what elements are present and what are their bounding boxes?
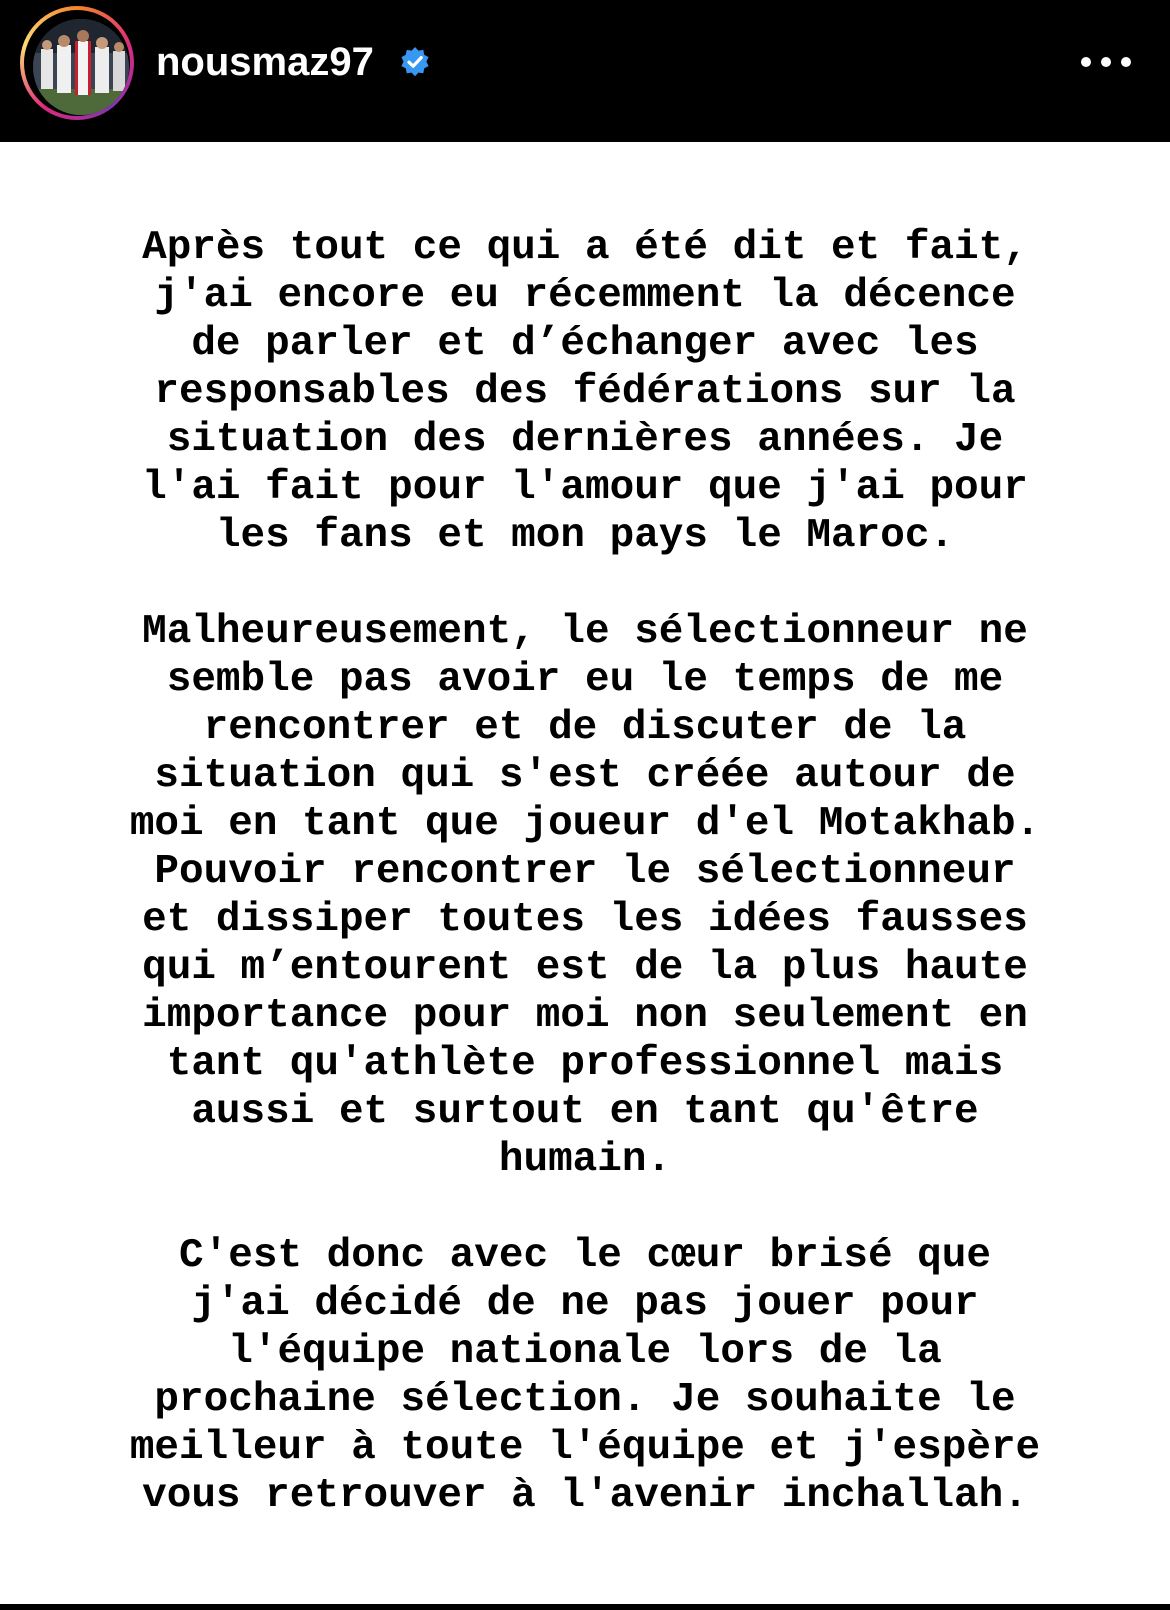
profile-photo-icon	[33, 19, 129, 115]
statement-paragraph	[40, 608, 1130, 1184]
avatar-story-ring[interactable]	[20, 6, 134, 120]
statement-line: Pouvoir rencontrer le sélectionneur	[154, 849, 1016, 895]
statement-line: importance pour moi non seulement en	[142, 993, 1028, 1039]
statement-line: prochaine sélection. Je souhaite le	[154, 1377, 1016, 1423]
more-options-icon[interactable]	[1078, 44, 1134, 80]
statement-line: aussi et surtout en tant qu'être	[191, 1089, 979, 1135]
verified-badge-icon	[399, 46, 431, 78]
statement-line: moi en tant que joueur d'el Motakhab.	[129, 801, 1041, 847]
statement-line: semble pas avoir eu le temps de me	[166, 657, 1004, 703]
statement-line: Après tout ce qui a été dit et fait,	[142, 225, 1028, 271]
statement-paragraph	[40, 1232, 1130, 1520]
statement-line: responsables des fédérations sur la	[154, 369, 1016, 415]
story-header	[0, 0, 1170, 142]
statement-paragraph	[40, 224, 1130, 560]
statement-line: l'ai fait pour l'amour que j'ai pour	[142, 465, 1028, 511]
statement-line: l'équipe nationale lors de la	[228, 1329, 942, 1375]
statement-line: meilleur à toute l'équipe et j'espère	[129, 1425, 1041, 1471]
statement-line: les fans et mon pays le Maroc.	[215, 513, 955, 559]
statement-line: C'est donc avec le cœur brisé que	[179, 1233, 991, 1279]
statement-line: situation qui s'est créée autour de	[154, 753, 1016, 799]
username[interactable]: nousmaz97	[156, 40, 374, 84]
statement-line: vous retrouver à l'avenir inchallah.	[142, 1473, 1028, 1519]
statement-line: j'ai encore eu récemment la décence	[154, 273, 1016, 319]
statement-line: qui m’entourent est de la plus haute	[142, 945, 1028, 991]
avatar[interactable]	[33, 19, 129, 115]
story-content[interactable]	[0, 142, 1170, 1604]
statement-line: tant qu'athlète professionnel mais	[166, 1041, 1004, 1087]
statement-line: situation des dernières années. Je	[166, 417, 1004, 463]
statement-line: Malheureusement, le sélectionneur ne	[142, 609, 1028, 655]
statement-line: et dissiper toutes les idées fausses	[142, 897, 1028, 943]
statement-line: rencontrer et de discuter de la	[203, 705, 967, 751]
statement-line: j'ai décidé de ne pas jouer pour	[191, 1281, 979, 1327]
statement-line: humain.	[498, 1137, 672, 1183]
statement-line: de parler et d’échanger avec les	[191, 321, 979, 367]
statement-text	[40, 224, 1130, 1520]
avatar-ring-gap	[24, 10, 130, 116]
